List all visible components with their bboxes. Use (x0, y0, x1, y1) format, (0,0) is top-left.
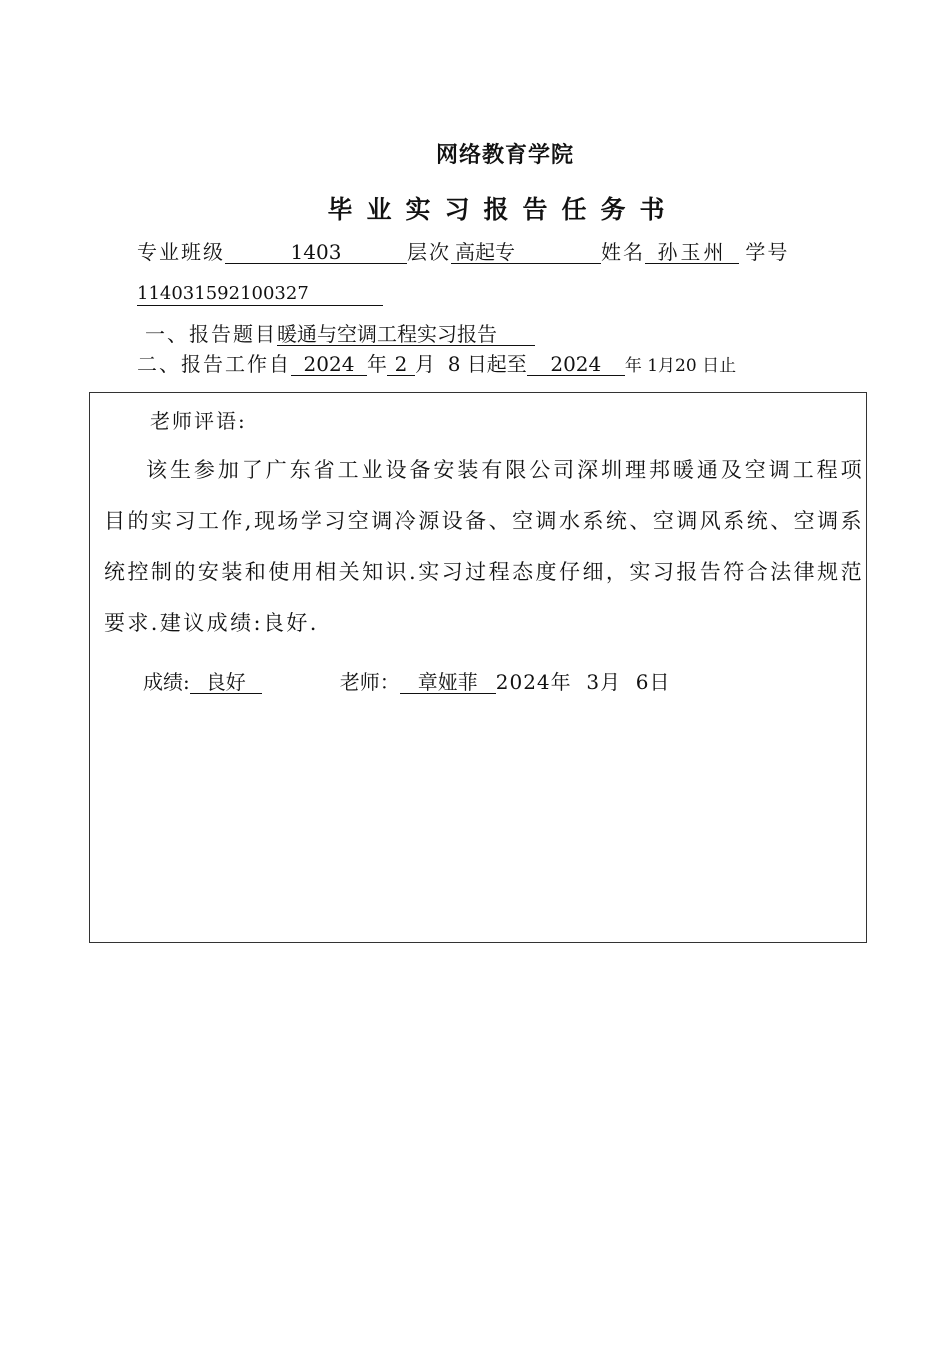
comment-body: 该生参加了广东省工业设备安装有限公司深圳理邦暖通及空调工程项目的实习工作,现场学习空调冷源设备、空调水系统、空调风系统、空调系统控制的安装和使用相关知识.实习过程态度仔细，实习报告符合法律规范要求.建议成绩:良好. (104, 458, 864, 635)
major-label: 专业班级 (137, 240, 225, 264)
end-date: 年 1月20 日止 (624, 356, 737, 376)
start-day: 8 (447, 352, 461, 376)
school-name: 网络教育学院 (435, 143, 574, 168)
topic-value: 暖通与空调工程实习报告 (277, 323, 535, 346)
comment-heading: 老师评语: (150, 409, 247, 433)
month-unit: 月 (415, 352, 435, 376)
start-month: 2 (387, 353, 415, 376)
grade-line (143, 666, 671, 695)
year-unit: 年 (367, 352, 387, 376)
teacher-comment-box (89, 392, 867, 943)
start-year: 2024 (291, 353, 367, 376)
level-value: 高起专 (451, 241, 601, 264)
document-title: 毕业实习报告任务书 (327, 195, 679, 224)
topic-label: 一、报告题目 (145, 322, 277, 346)
name-value: 孙玉州 (645, 241, 739, 264)
student-id-value: 114031592100327 (137, 283, 383, 306)
grade-label: 成绩: (143, 670, 190, 694)
start-suffix: 日起至 (466, 352, 527, 376)
id-label: 学号 (745, 240, 790, 264)
period-label: 二、报告工作自 (137, 352, 291, 376)
end-year: 2024 (527, 353, 625, 376)
teacher-name: 章娅菲 (400, 671, 496, 694)
student-id-line (137, 280, 383, 306)
topic-line (145, 322, 535, 346)
level-label: 层次 (407, 240, 451, 264)
info-line (137, 240, 789, 264)
major-value: 1403 (225, 241, 407, 264)
name-label: 姓名 (601, 240, 645, 264)
comment-date: 2024年 3月 6日 (495, 670, 671, 694)
teacher-label: 老师： (339, 670, 400, 694)
grade-value: 良好 (190, 671, 262, 694)
period-line (137, 352, 736, 378)
